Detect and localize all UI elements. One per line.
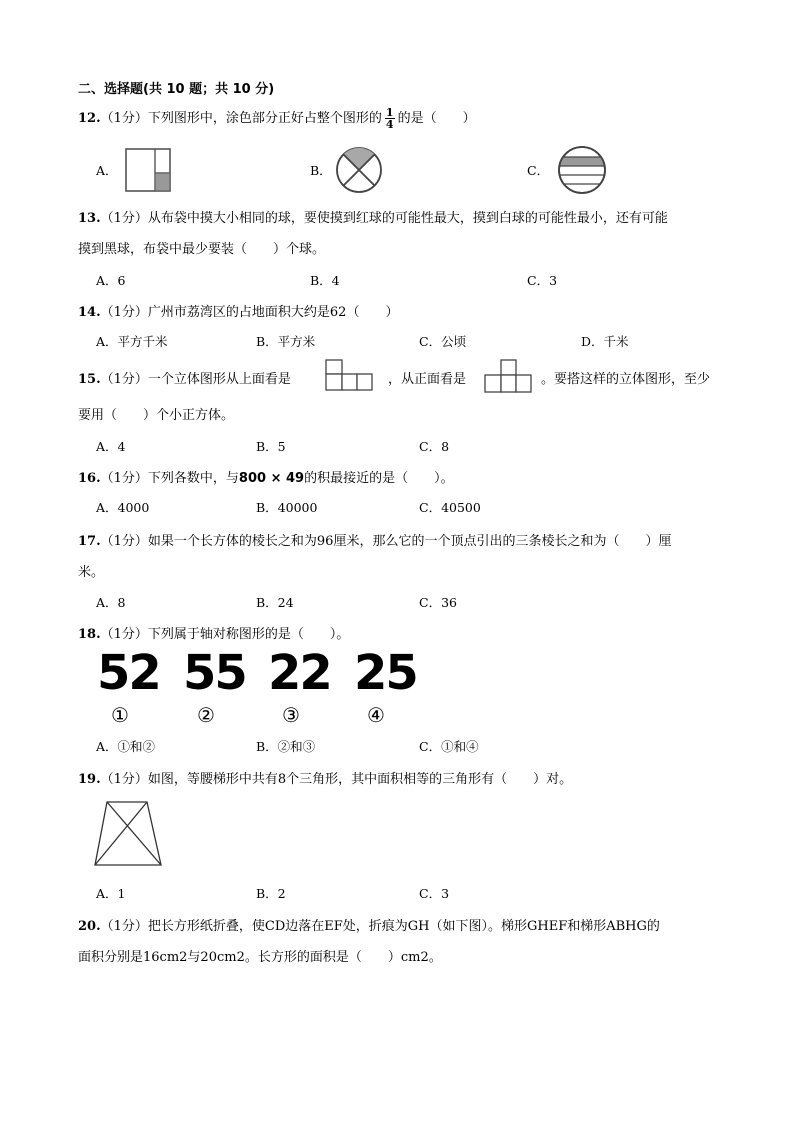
question-score: （1分）	[100, 111, 148, 126]
question-score: （1分）	[100, 627, 148, 642]
option-a[interactable]: A．	[96, 163, 118, 178]
figure-label-1: ①	[111, 703, 129, 727]
option-b[interactable]: B．4	[310, 273, 340, 288]
question-17	[78, 530, 671, 549]
fraction	[385, 107, 395, 130]
fraction-numerator: 1	[385, 106, 394, 119]
question-score: （1分）	[100, 534, 148, 549]
question-text-line2: 面积分别是16cm2与20cm2。长方形的面积是（ ）cm2。	[78, 950, 442, 965]
option-c[interactable]: C．3	[527, 273, 558, 288]
trapezoid-figure	[93, 800, 165, 868]
figure-label-4: ④	[367, 703, 385, 727]
question-text: ，从正面看是	[388, 372, 467, 387]
question-score: （1分）	[100, 211, 148, 226]
option-b[interactable]: B．2	[256, 886, 286, 901]
option-c[interactable]: C．公顷	[419, 334, 467, 349]
circle-quarter-figure	[335, 146, 383, 194]
digit-figure-2: 55	[183, 645, 246, 701]
option-a[interactable]: A．1	[96, 886, 126, 901]
option-b[interactable]: B．40000	[256, 500, 318, 515]
question-number: 12.	[78, 111, 101, 126]
digit-figure-4: 25	[354, 645, 417, 701]
option-b[interactable]: B．5	[256, 439, 286, 454]
square-quarter-figure	[125, 148, 173, 194]
figure-label-3: ③	[282, 703, 300, 727]
question-text: 广州市荔湾区的占地面积大约是62（ ）	[147, 305, 399, 320]
figure-label-2: ②	[197, 703, 215, 727]
question-text: 下列属于轴对称图形的是（ ）。	[147, 627, 350, 642]
question-text-line2: 摸到黑球，布袋中最少要装（ ）个球。	[78, 242, 326, 257]
question-number: 20.	[78, 919, 101, 934]
question-score: （1分）	[100, 372, 148, 387]
option-b[interactable]: B．②和③	[256, 739, 316, 754]
circle-stripes-figure	[557, 146, 609, 196]
front-view-figure	[484, 358, 534, 396]
option-a[interactable]: A．6	[96, 273, 126, 288]
option-b[interactable]: B．平方米	[256, 334, 316, 349]
question-text: 下列各数中，与	[147, 471, 239, 486]
option-d[interactable]: D．千米	[581, 334, 629, 349]
question-score: （1分）	[100, 471, 148, 486]
question-number: 14.	[78, 305, 101, 320]
question-16	[78, 467, 454, 486]
question-12	[78, 107, 476, 130]
option-c[interactable]: C．	[527, 163, 550, 178]
option-a[interactable]: A．①和②	[96, 739, 156, 754]
question-number: 16.	[78, 471, 101, 486]
option-a[interactable]: A．8	[96, 595, 126, 610]
question-text: 把长方形纸折叠，使CD边落在EF处，折痕为GH（如下图）。梯形GHEF和梯形ABHG的	[147, 919, 660, 934]
question-number: 19.	[78, 772, 101, 787]
digit-figure-3: 22	[268, 645, 331, 701]
question-text: 如图，等腰梯形中共有8个三角形，其中面积相等的三角形有（ ）对。	[147, 772, 573, 787]
option-c[interactable]: C．3	[419, 886, 450, 901]
question-number: 17.	[78, 534, 101, 549]
math-expression: 800 × 49	[238, 471, 305, 486]
question-19	[78, 768, 572, 787]
question-text: 一个立体图形从上面看是	[147, 372, 291, 387]
option-b[interactable]: B．24	[256, 595, 294, 610]
question-15-part1	[78, 368, 291, 387]
option-b[interactable]: B．	[310, 163, 332, 178]
option-c[interactable]: C．①和④	[419, 739, 479, 754]
question-text: 从布袋中摸大小相同的球，要使摸到红球的可能性最大，摸到白球的可能性最小，还有可能	[147, 211, 668, 226]
fraction-denominator: 4	[385, 118, 394, 131]
section-title: 二、选择题(共 10 题；共 10 分)	[78, 82, 275, 97]
option-c[interactable]: C．8	[419, 439, 450, 454]
question-text: 的积最接近的是（ ）。	[304, 471, 454, 486]
question-number: 18.	[78, 627, 101, 642]
question-text-line2: 要用（ ）个小正方体。	[78, 408, 235, 423]
question-20	[78, 915, 660, 934]
digit-figure-1: 52	[97, 645, 160, 701]
question-score: （1分）	[100, 305, 148, 320]
question-14	[78, 301, 398, 320]
question-text: 的是（ ）	[397, 111, 476, 126]
question-13	[78, 207, 668, 226]
option-c[interactable]: C．40500	[419, 500, 481, 515]
question-number: 15.	[78, 372, 101, 387]
top-view-figure	[325, 358, 375, 392]
question-text: 。要搭这样的立体图形，至少	[541, 372, 711, 387]
question-number: 13.	[78, 211, 101, 226]
question-text: 下列图形中，涂色部分正好占整个图形的	[147, 111, 382, 126]
question-text: 如果一个长方体的棱长之和为96厘米，那么它的一个顶点引出的三条棱长之和为（ ）厘	[147, 534, 672, 549]
question-score: （1分）	[100, 919, 148, 934]
option-a[interactable]: A．4000	[96, 500, 150, 515]
question-score: （1分）	[100, 772, 148, 787]
option-c[interactable]: C．36	[419, 595, 457, 610]
option-a[interactable]: A．平方千米	[96, 334, 168, 349]
question-18	[78, 623, 349, 642]
option-a[interactable]: A．4	[96, 439, 126, 454]
question-text-line2: 米。	[78, 565, 105, 580]
